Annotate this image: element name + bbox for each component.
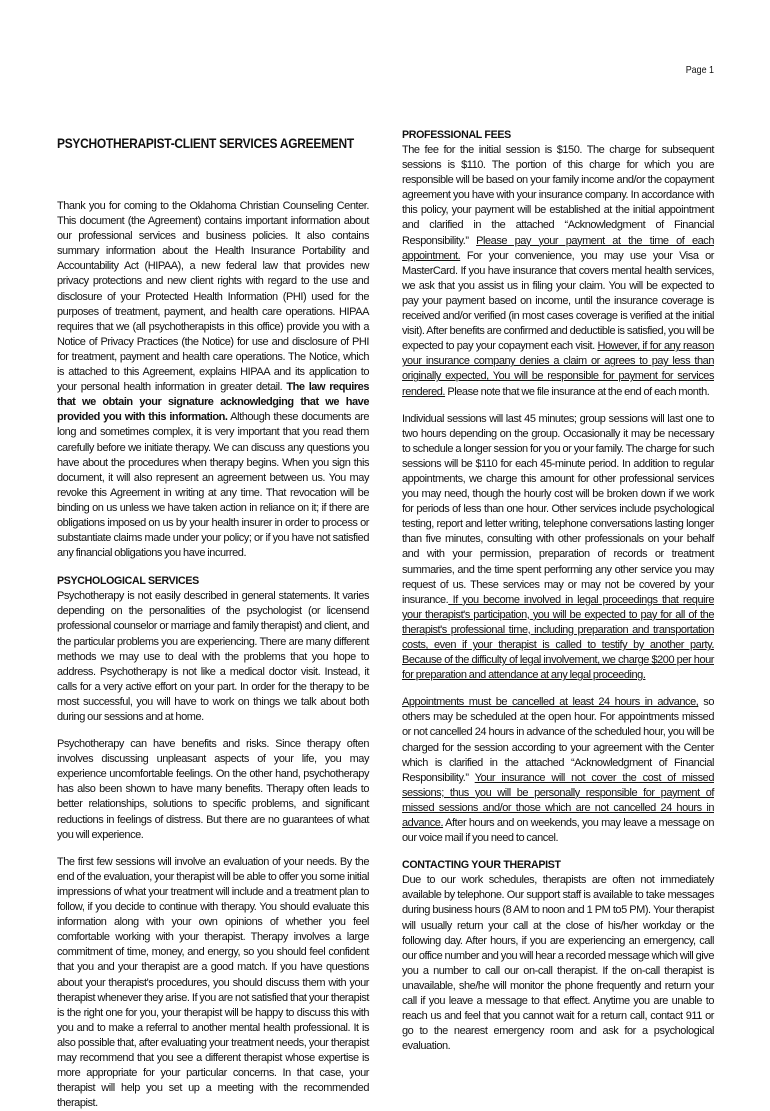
- document-title: PSYCHOTHERAPIST-CLIENT SERVICES AGREEMENT: [57, 136, 354, 151]
- right-column: [402, 128, 714, 1054]
- intro-text-b: Although these documents are long and sometimes complex, it is very important that you read them carefully before we initiate therapy. We can discuss any questions you have about the procedures when therapy begins. When you sign this document, it will also represent an agreement between us. You may revoke this Agreement in writing at any time. That revocation will be binding on us unless we have taken action in reliance on it; if there are obligations imposed on us by your health insurer in order to process or substantiate claims made under your policy; or if you have not satisfied any financial obligations you have incurred.: [57, 411, 369, 560]
- psych-services-paragraph-1: Psychotherapy is not easily described in general statements. It varies depending on the personalities of the psychologist (or licensend professional counselor or marriage and family therapist) and client, and the particular problems you are experiencing. There are many different methods we may use to deal with the problems that you hope to address. Psychotherapy is not like a medical doctor visit. Instead, it calls for a very active effort on your part. In order for the therapy to be most successful, you will have to work on things we talk about both during our sessions and at home.: [57, 590, 369, 723]
- fees-heading: PROFESSIONAL FEES: [402, 129, 511, 141]
- fees-p1-text-c: Please note that we file insurance at the end of each month.: [445, 385, 710, 398]
- intro-text-a: Thank you for coming to the Oklahoma Christian Counseling Center. This document (the Agreement) contains important information about our professional services and business policies. It also contains summary information about the Health Insurance Portability and Accountability Act (HIPAA), a new federal law that provides new privacy protections and new client rights with regard to the use and disclosure of your Protected Health Information (PHI) used for the purposes of treatment, payment, and health care operations. HIPAA requires that we (all psychotherapists in this office) provide you with a Notice of Privacy Practices (the Notice) for use and disclosure of PHI for treatment, payment and health care operations. The Notice, which is attached to this Agreement, explains HIPAA and its application to your personal health information in greater detail.: [57, 200, 369, 394]
- psych-services-paragraph-2: Psychotherapy can have benefits and risks. Since therapy often involves discussing unpleasant aspects of your life, you may experience uncomfortable feelings. On the other hand, psychotherapy has also been shown to have many benefits. Therapy often leads to better relationships, solutions to specific problems, and significant reductions in feelings of distress. But there are no guarantees of what you will experience.: [57, 738, 369, 841]
- page-number: Page 1: [685, 64, 714, 76]
- intro-signature-requirement: The law requires that we obtain your signature acknowledging that we have provided you with this information.: [57, 381, 369, 424]
- fees-paragraph-1: [402, 143, 714, 400]
- contact-heading: CONTACTING YOUR THERAPIST: [402, 859, 561, 872]
- psych-services-heading: PSYCHOLOGICAL SERVICES: [57, 575, 199, 588]
- fees-p2-legal-notice: If you become involved in legal proceedings that require your therapist's participation, you will be expected to pay for all of the therapist's professional time, including preparation and transportation costs, even if your therapist is called to testify by another party. Because of the difficulty of legal involvement, we charge $200 per hour for preparation and attendance at any legal proceeding.: [402, 593, 714, 682]
- fees-p1-text-b: For your convenience, you may use your Visa or MasterCard. If you have insurance that covers mental health services, we ask that you assist us in filing your claim. You will be expected to pay your payment based on income, until the insurance coverage is received and/or verified (in most cases coverage is verified at the initial visit). After benefits are confirmed and deductible is satisfied, you will be expected to pay your copayment each visit.: [402, 249, 714, 353]
- intro-paragraph: [57, 199, 369, 561]
- fees-p3-text-a: so others may be scheduled at the open hour. For appointments missed or not cancelled 24 hours in advance of the scheduled hour, you will be charged for the session according to your agreement with the Center which is clarified in the attached “Acknowledgment of Financial Responsibility.”: [402, 696, 714, 784]
- left-column: [57, 128, 369, 1111]
- fees-p2-text: Individual sessions will last 45 minutes; group sessions will last one to two hours depending on the group. Occasionally it may be necessary to schedule a longer session for you or your family. The charge for such sessions will be $110 for each 45-minute period. In addition to regular appointments, we charge this amount for other professional services you may need, though the hourly cost will be broken down if we work for periods of less than one hour. Other services include psychological testing, report and letter writing, telephone conversations lasting longer than five minutes, consulting with other professionals on your behalf and with your permission, preparation of records or treatment summaries, and the time spent performing any other service you may request of us. These services may or may not be covered by your insurance.: [402, 412, 714, 606]
- fees-p3-missed-notice: Your insurance will not cover the cost of missed sessions; thus you will be personally responsible for payment of missed sessions and/or those which are not cancelled 24 hours in advance.: [402, 771, 714, 830]
- fees-p1-text-a: The fee for the initial session is $150. The charge for subsequent sessions is $110. The portion of this charge for which you are responsible will be based on your family income and/or the copayment agreement you have with your insurance company. In accordance with this policy, your payment will be established at the initial appointment and clarified in the attached “Acknowledgment of Financial Responsibility.”: [402, 144, 714, 247]
- psych-services-paragraph-3: The first few sessions will involve an evaluation of your needs. By the end of the evaluation, your therapist will be able to offer you some initial impressions of what your treatment will include and a treatment plan to follow, if you decide to continue with therapy. You should evaluate this information along with your own opinions of whether you feel comfortable working with your therapist. Therapy involves a large commitment of time, money, and energy, so you should feel confident that you and your therapist are a good match. If you have questions about your therapist's procedures, you should discuss them with your therapist whenever they arise. If you are not satisfied that your therapist is the right one for you, your therapist will be happy to discuss this with you and to make a referral to another mental health professional. It is also possible that, after evaluating your treatment needs, your therapist may recommend that you see a different therapist whose expertise is more appropriate for your particular concerns. In that case, your therapist will help you set up a meeting with the recommended therapist.: [57, 855, 369, 1110]
- fees-p3-cancel-notice: Appointments must be cancelled at least 24 hours in advance,: [402, 696, 699, 709]
- fees-p1-responsibility-notice: However, if for any reason your insurance company denies a claim or agrees to pay less than originally expected, You will be responsible for payment for services rendered.: [402, 340, 714, 398]
- fees-p1-pay-notice: Please pay your payment at the time of each appointment.: [402, 234, 714, 262]
- contact-paragraph: Due to our work schedules, therapists are often not immediately available by telephone. Our support staff is available to take messages during business hours (8 AM to noon and 1 PM to5 PM). Your therapist will usually return your call at the close of his/her workday or the following day. After hours, if you are experiencing an emergency, call our office number and you will hear a recorded message which will give you a number to call our on-call therapist. If the on-call therapist is unavailable, she/he will monitor the phone frequently and return your call if you leave a message to that effect. Anytime you are unable to reach us and feel that you cannot wait for a return call, contact 911 or go to the nearest emergency room and ask for a psychological evaluation.: [402, 874, 714, 1053]
- fees-paragraph-3: [402, 695, 714, 846]
- fees-p3-text-b: After hours and on weekends, you may leave a message on our voice mail if you need to cancel.: [402, 817, 714, 845]
- fees-paragraph-2: [402, 412, 714, 684]
